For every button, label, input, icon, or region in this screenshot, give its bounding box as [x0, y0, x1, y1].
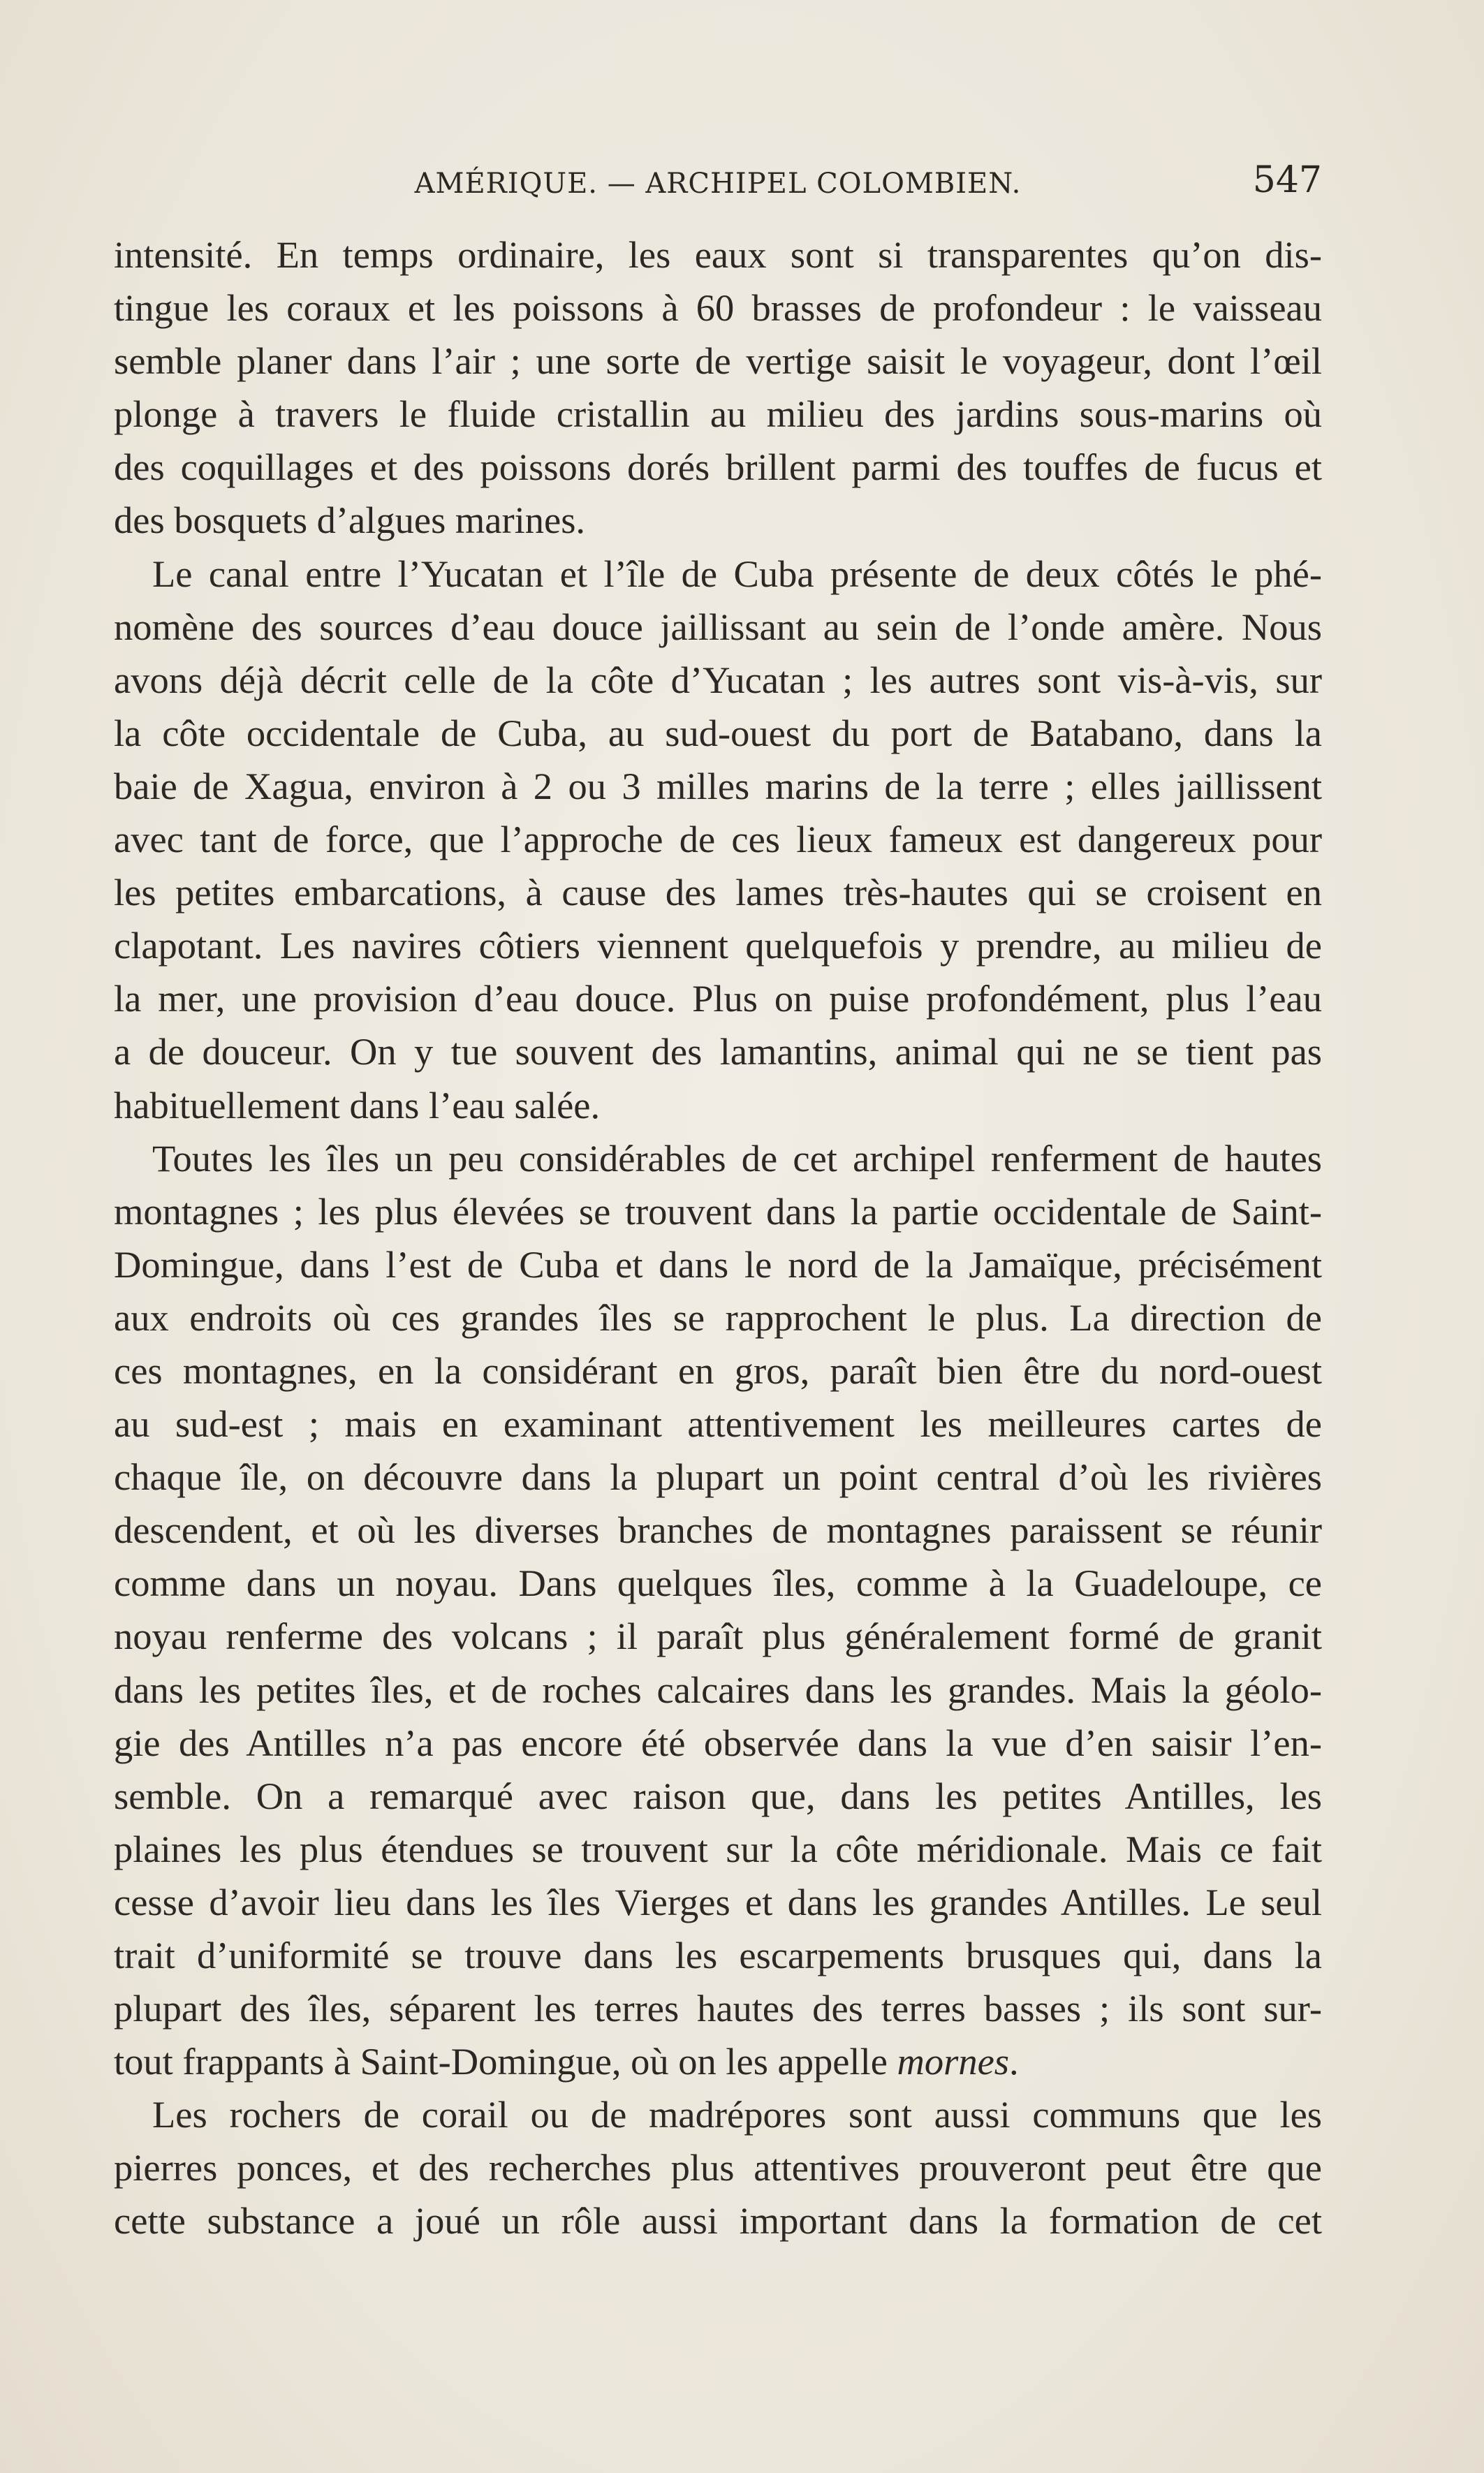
text-line: au sud-est ; mais en examinant attentivement les meilleures cartes de — [114, 1402, 1322, 1446]
text-line: cette substance a joué un rôle aussi important dans la formation de cet — [114, 2199, 1322, 2243]
text-line: semble. On a remarqué avec raison que, dans les petites Antilles, les — [114, 1774, 1322, 1817]
text-line: Le canal entre l’Yucatan et l’île de Cuba présente de deux côtés le phé- — [152, 552, 1322, 595]
running-title: AMÉRIQUE. — ARCHIPEL COLOMBIEN. — [414, 168, 1022, 200]
text-line: les petites embarcations, à cause des lames très-hautes qui se croisent en — [114, 871, 1322, 914]
text-line: Domingue, dans l’est de Cuba et dans le nord de la Jamaïque, précisément — [114, 1242, 1322, 1286]
text-line: des bosquets d’algues marines. — [114, 499, 586, 542]
text-line: pierres ponces, et des recherches plus attentives prouveront peut être que — [114, 2146, 1322, 2189]
text-line: noyau renferme des volcans ; il paraît plus généralement formé de granit — [114, 1615, 1322, 1658]
paragraph-1 — [114, 228, 1322, 548]
text-line: intensité. En temps ordinaire, les eaux sont si transparentes qu’on dis- — [114, 233, 1322, 276]
text-line: des coquillages et des poissons dorés brillent parmi des touffes de fucus et — [114, 446, 1322, 489]
text-line: baie de Xagua, environ à 2 ou 3 milles marins de la terre ; elles jaillissent — [114, 764, 1322, 807]
text-fragment: . — [1009, 2040, 1019, 2083]
text-line: aux endroits où ces grandes îles se rapprochent le plus. La direction de — [114, 1296, 1322, 1339]
text-line: tingue les coraux et les poissons à 60 brasses de profondeur : le vaisseau — [114, 286, 1322, 330]
text-line: semble planer dans l’air ; une sorte de vertige saisit le voyageur, dont l’œil — [114, 339, 1322, 383]
text-line: trait d’uniformité se trouve dans les escarpements brusques qui, dans la — [114, 1934, 1322, 1976]
text-line: nomène des sources d’eau douce jaillissant au sein de l’onde amère. Nous — [114, 605, 1322, 648]
text-line: descendent, et où les diverses branches de montagnes paraissent se réunir — [114, 1509, 1322, 1552]
text-fragment: tout frappants à Saint-Domingue, où on les appelle — [114, 2040, 897, 2083]
page-header — [114, 159, 1322, 208]
body-text — [114, 228, 1322, 2248]
text-line: ces montagnes, en la considérant en gros, paraît bien être du nord-ouest — [114, 1349, 1322, 1392]
text-line: dans les petites îles, et de roches calcaires dans les grandes. Mais la géolo- — [114, 1668, 1322, 1711]
text-line: cesse d’avoir lieu dans les îles Vierges et dans les grandes Antilles. Le seul — [114, 1880, 1322, 1923]
text-line: comme dans un noyau. Dans quelques îles, comme à la Guadeloupe, ce — [114, 1562, 1322, 1605]
text-line: gie des Antilles n’a pas encore été observée dans la vue d’en saisir l’en- — [114, 1721, 1322, 1764]
text-line: avec tant de force, que l’approche de ces lieux fameux est dangereux pour — [114, 818, 1322, 861]
text-line — [114, 2035, 1322, 2088]
text-line: a de douceur. On y tue souvent des lamantins, animal qui ne se tient pas — [114, 1030, 1322, 1073]
page-number: 547 — [1252, 159, 1322, 201]
text-line: chaque île, on découvre dans la plupart un point central d’où les rivières — [114, 1455, 1322, 1499]
text-line: plonge à travers le fluide cristallin au milieu des jardins sous-marins où — [114, 392, 1322, 436]
text-line: plupart des îles, séparent les terres hautes des terres basses ; ils sont sur- — [114, 1987, 1322, 2030]
text-line: avons déjà décrit celle de la côte d’Yucatan ; les autres sont vis-à-vis, sur — [114, 658, 1322, 701]
text-line: la mer, une provision d’eau douce. Plus on puise profondément, plus l’eau — [114, 977, 1322, 1020]
text-line: montagnes ; les plus élevées se trouvent dans la partie occidentale de Saint- — [114, 1189, 1322, 1233]
paragraph-4 — [114, 2088, 1322, 2247]
paragraph-2 — [114, 548, 1322, 1132]
italic-term: mornes — [897, 2040, 1010, 2083]
text-line: Toutes les îles un peu considérables de cet archipel renferment de hautes — [152, 1136, 1322, 1180]
text-line: habituellement dans l’eau salée. — [114, 1083, 601, 1127]
text-line: Les rochers de corail ou de madrépores sont aussi communs que les — [152, 2093, 1322, 2136]
text-line: plaines les plus étendues se trouvent sur la côte méridionale. Mais ce fait — [114, 1827, 1322, 1870]
text-line: la côte occidentale de Cuba, au sud-ouest du port de Batabano, dans la — [114, 711, 1322, 754]
paragraph-3 — [114, 1132, 1322, 2089]
text-line: clapotant. Les navires côtiers viennent quelquefois y prendre, au milieu de — [114, 924, 1322, 967]
